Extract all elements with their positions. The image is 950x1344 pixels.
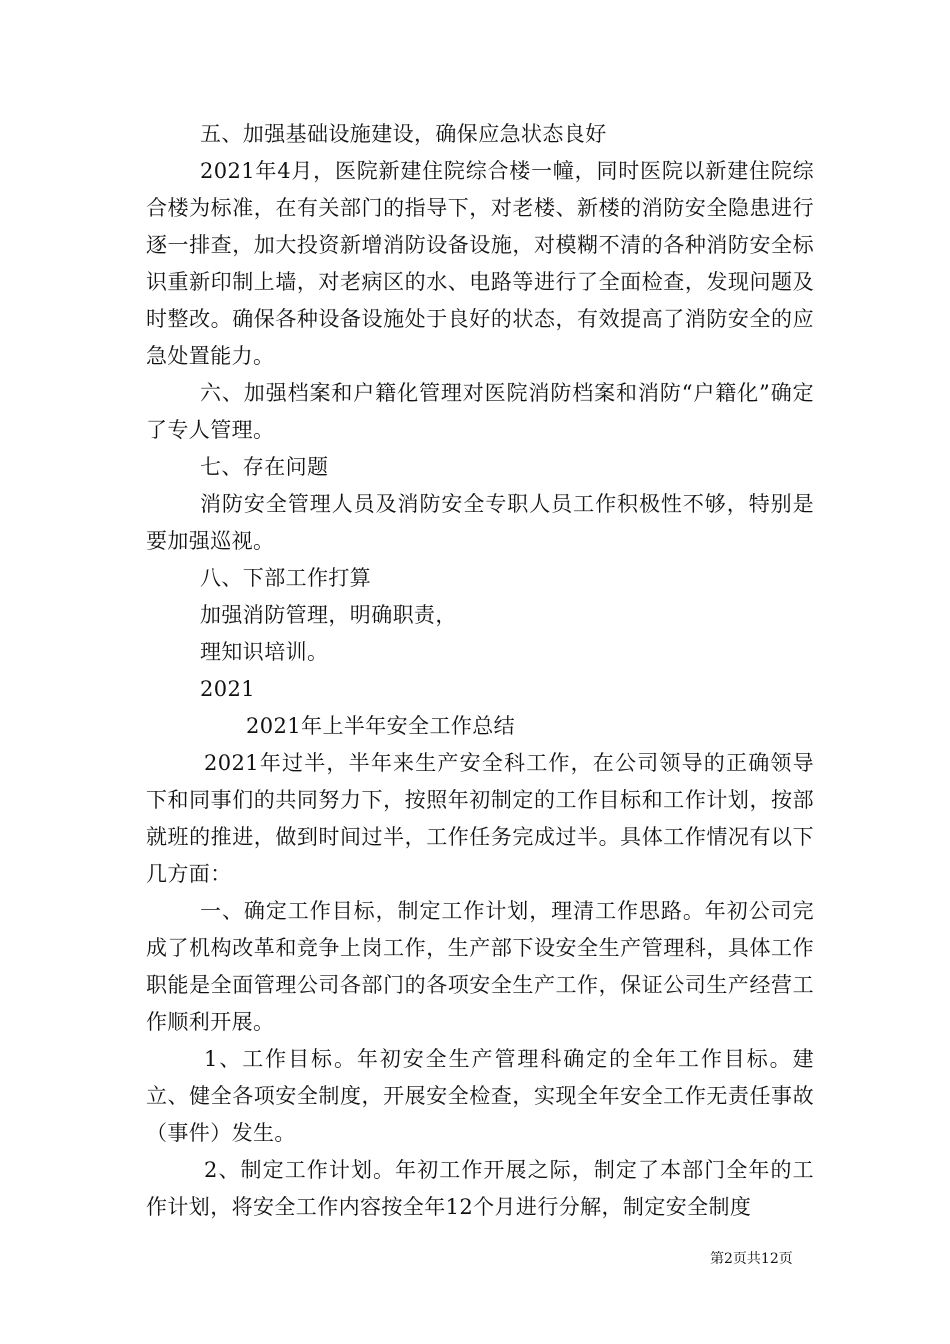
document-title: 2021年上半年安全工作总结 <box>246 714 516 738</box>
section-heading-7: 七、存在问题 <box>200 455 329 479</box>
section-heading-8: 八、下部工作打算 <box>200 566 372 590</box>
paragraph-goal: 1、工作目标。年初安全生产管理科确定的全年工作目标。建立、健全各项安全制度，开展安全检查，实现全年安全工作无责任事故（事件）发生。 <box>146 1047 814 1145</box>
section-heading-1: 一、确定工作目标，制定工作计划，理清工作思路。年初公司完成了机构改革和竞争上岗工作，生产部下设安全生产管理科，具体工作职能是全面管理公司各部门的各项安全生产工作，保证公司生产经营工作顺利开展。 <box>146 899 814 1034</box>
paragraph-plan-2: 理知识培训。 <box>200 640 329 664</box>
paragraph-infrastructure: 2021年4月，医院新建住院综合楼一幢，同时医院以新建住院综合楼为标准，在有关部门的指导下，对老楼、新楼的消防安全隐患进行逐一排查，加大投资新增消防设备设施，对模糊不清的各种消防安全标识重新印制上墙，对老病区的水、电路等进行了全面检查，发现问题及时整改。确保各种设备设施处于良好的状态，有效提高了消防安全的应急处置能力。 <box>146 159 814 368</box>
paragraph-year: 2021 <box>200 677 256 701</box>
document-body <box>146 116 814 1226</box>
section-heading-6: 六、加强档案和户籍化管理对医院消防档案和消防“户籍化”确定了专人管理。 <box>146 381 814 442</box>
paragraph-plan-1: 加强消防管理，明确职责， <box>200 603 457 627</box>
paragraph-plan: 2、制定工作计划。年初工作开展之际，制定了本部门全年的工作计划，将安全工作内容按全年12个月进行分解，制定安全制度 <box>146 1158 814 1219</box>
page-number: 第2页共12页 <box>710 1251 793 1267</box>
paragraph-intro: 2021年过半，半年来生产安全科工作，在公司领导的正确领导下和同事们的共同努力下，按照年初制定的工作目标和工作计划，按部就班的推进，做到时间过半，工作任务完成过半。具体工作情况有以下几方面： <box>146 751 814 886</box>
paragraph-problems: 消防安全管理人员及消防安全专职人员工作积极性不够，特别是要加强巡视。 <box>146 492 814 553</box>
section-heading-5: 五、加强基础设施建设，确保应急状态良好 <box>200 122 607 146</box>
